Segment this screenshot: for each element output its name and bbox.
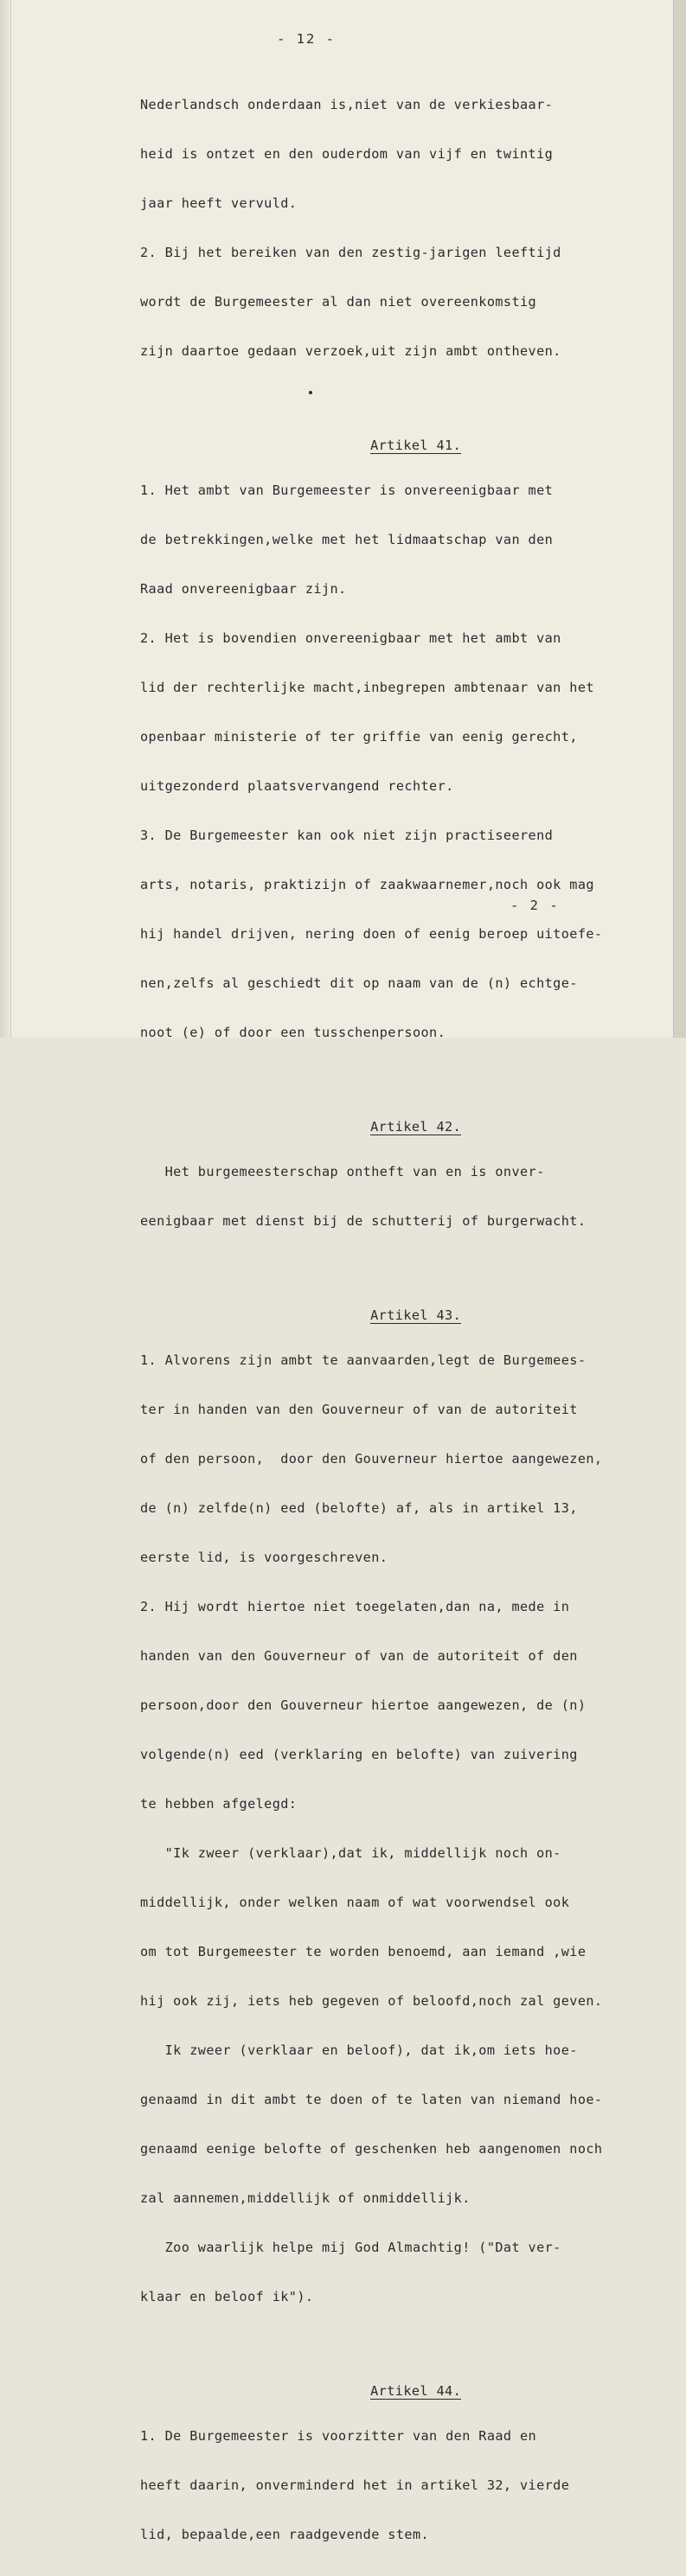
text-line: volgende(n) eed (verklaring en belofte) van zuivering xyxy=(140,1747,578,1762)
text-line: heid is ontzet en den ouderdom van vijf en twintig xyxy=(140,146,554,162)
text-line: noot (e) of door een tusschenpersoon. xyxy=(140,1025,446,1040)
text-line: Het burgemeesterschap ontheft van en is onver- xyxy=(140,1164,545,1179)
text-line: 1. Het ambt van Burgemeester is onvereenigbaar met xyxy=(140,483,554,498)
ink-dot xyxy=(309,391,312,394)
text-line: jaar heeft vervuld. xyxy=(140,195,298,211)
text-line: "Ik zweer (verklaar),dat ik, middellijk noch on- xyxy=(140,1845,561,1861)
text-line: 2. Het is bovendien onvereenigbaar met het ambt van xyxy=(140,630,561,646)
article-41-heading-row xyxy=(140,421,642,453)
text-line: handen van den Gouverneur of van de autoriteit of den xyxy=(140,1648,578,1664)
text-line: uitgezonderd plaatsvervangend rechter. xyxy=(140,778,454,794)
text-line: heeft daarin, onverminderd het in artikel 32, vierde xyxy=(140,2477,570,2493)
text-line: persoon,door den Gouverneur hiertoe aangewezen, de (n) xyxy=(140,1697,587,1713)
text-line: ter in handen van den Gouverneur of van de autoriteit xyxy=(140,1402,578,1417)
article-44-heading-row xyxy=(140,2367,642,2399)
text-line: 3. De Burgemeester kan ook niet zijn practiseerend xyxy=(140,828,554,843)
article-43-heading-row xyxy=(140,1291,642,1323)
text-line: Zoo waarlijk helpe mij God Almachtig! ("Dat ver- xyxy=(140,2240,561,2255)
text-line: 2. Hij wordt hiertoe niet toegelaten,dan na, mede in xyxy=(140,1599,570,1614)
text-line: eerste lid, is voorgeschreven. xyxy=(140,1550,388,1565)
signature-mark: - 2 - xyxy=(510,898,560,913)
text-line: Nederlandsch onderdaan is,niet van de verkiesbaar- xyxy=(140,97,554,112)
text-line: 2. Bij het bereiken van den zestig-jarigen leeftijd xyxy=(140,245,561,260)
text-line: lid der rechterlijke macht,inbegrepen ambtenaar van het xyxy=(140,680,594,695)
text-line: lid, bepaalde,een raadgevende stem. xyxy=(140,2527,430,2542)
text-line: te hebben afgelegd: xyxy=(140,1796,298,1812)
text-line: de (n) zelfde(n) eed (belofte) af, als in artikel 13, xyxy=(140,1500,578,1516)
text-line: de betrekkingen,welke met het lidmaatschap van den xyxy=(140,532,554,547)
article-41-heading: Artikel 41. xyxy=(370,438,462,453)
text-line: Ik zweer (verklaar en beloof), dat ik,om iets hoe- xyxy=(140,2042,578,2058)
text-line: om tot Burgemeester te worden benoemd, aan iemand ,wie xyxy=(140,1944,587,1959)
page-edge xyxy=(673,0,686,1038)
article-44-heading: Artikel 44. xyxy=(370,2383,462,2399)
article-43-heading: Artikel 43. xyxy=(370,1307,462,1323)
text-line: 1. De Burgemeester is voorzitter van den Raad en xyxy=(140,2428,537,2444)
text-line: klaar en beloof ik"). xyxy=(140,2289,314,2304)
text-line: zijn daartoe gedaan verzoek,uit zijn ambt ontheven. xyxy=(140,343,561,359)
text-line: 1. Alvorens zijn ambt te aanvaarden,legt de Burgemees- xyxy=(140,1352,587,1368)
text-line: genaamd eenige belofte of geschenken heb aangenomen noch xyxy=(140,2141,603,2157)
text-line: eenigbaar met dienst bij de schutterij of burgerwacht. xyxy=(140,1213,587,1229)
text-line: genaamd in dit ambt te doen of te laten van niemand hoe- xyxy=(140,2092,603,2107)
text-line: openbaar ministerie of ter griffie van eenig gerecht, xyxy=(140,729,578,745)
text-line: of den persoon, door den Gouverneur hiertoe aangewezen, xyxy=(140,1451,603,1467)
text-line: nen,zelfs al geschiedt dit op naam van de (n) echtge- xyxy=(140,975,578,991)
text-line: arts, notaris, praktizijn of zaakwaarnemer,noch ook mag xyxy=(140,877,594,892)
article-42-heading-row xyxy=(140,1103,642,1135)
binding-strip xyxy=(0,0,11,1038)
text-line: wordt de Burgemeester al dan niet overeenkomstig xyxy=(140,294,537,310)
page-number: - 12 - xyxy=(277,31,336,47)
document-body xyxy=(140,64,642,2576)
text-line: hij handel drijven, nering doen of eenig beroep uitoefe- xyxy=(140,926,603,942)
text-line: Raad onvereenigbaar zijn. xyxy=(140,581,347,597)
text-line: middellijk, onder welken naam of wat voorwendsel ook xyxy=(140,1895,570,1910)
text-line: zal aannemen,middellijk of onmiddellijk. xyxy=(140,2190,471,2206)
article-42-heading: Artikel 42. xyxy=(370,1119,462,1135)
text-line: hij ook zij, iets heb gegeven of beloofd,noch zal geven. xyxy=(140,1993,603,2009)
